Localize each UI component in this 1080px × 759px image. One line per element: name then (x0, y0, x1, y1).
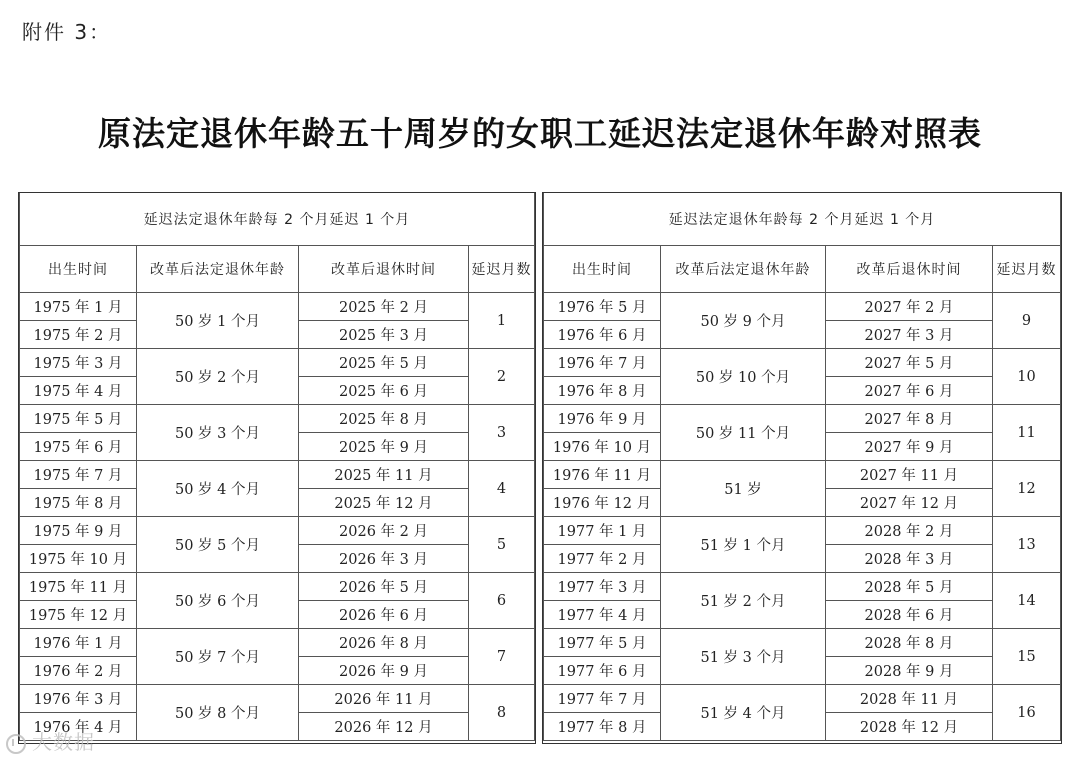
retire-time-cell: 2025 年 2 月 (299, 293, 469, 321)
birth-time-cell: 1976 年 12 月 (544, 489, 661, 517)
retire-time-cell: 2026 年 8 月 (299, 629, 469, 657)
retire-age-cell: 50 岁 11 个月 (661, 405, 826, 461)
col-retire-time: 改革后退休时间 (826, 246, 993, 293)
retire-age-cell: 51 岁 1 个月 (661, 517, 826, 573)
delay-months-cell: 8 (469, 685, 535, 741)
birth-time-cell: 1975 年 6 月 (20, 433, 137, 461)
table-row (544, 349, 1061, 377)
retire-time-cell: 2026 年 12 月 (299, 713, 469, 741)
retire-age-cell: 50 岁 6 个月 (137, 573, 299, 629)
col-retire-age: 改革后法定退休年龄 (661, 246, 826, 293)
retire-age-cell: 50 岁 3 个月 (137, 405, 299, 461)
retire-time-cell: 2028 年 3 月 (826, 545, 993, 573)
retire-age-cell: 50 岁 5 个月 (137, 517, 299, 573)
birth-time-cell: 1977 年 5 月 (544, 629, 661, 657)
delay-months-cell: 16 (993, 685, 1061, 741)
retire-time-cell: 2025 年 8 月 (299, 405, 469, 433)
retire-time-cell: 2026 年 11 月 (299, 685, 469, 713)
retire-time-cell: 2025 年 6 月 (299, 377, 469, 405)
table-row (20, 349, 535, 377)
delay-months-cell: 9 (993, 293, 1061, 349)
watermark (6, 726, 95, 755)
birth-time-cell: 1975 年 12 月 (20, 601, 137, 629)
delay-months-cell: 3 (469, 405, 535, 461)
birth-time-cell: 1976 年 1 月 (20, 629, 137, 657)
retire-age-cell: 51 岁 3 个月 (661, 629, 826, 685)
retire-time-cell: 2027 年 9 月 (826, 433, 993, 461)
birth-time-cell: 1977 年 3 月 (544, 573, 661, 601)
retire-time-cell: 2025 年 11 月 (299, 461, 469, 489)
delay-months-cell: 6 (469, 573, 535, 629)
watermark-logo-icon (6, 734, 26, 754)
watermark-text: 大数据 (32, 730, 95, 754)
retire-time-cell: 2028 年 5 月 (826, 573, 993, 601)
retire-time-cell: 2028 年 9 月 (826, 657, 993, 685)
table-row (544, 517, 1061, 545)
delay-months-cell: 13 (993, 517, 1061, 573)
retire-time-cell: 2026 年 6 月 (299, 601, 469, 629)
delay-months-cell: 15 (993, 629, 1061, 685)
table-row (544, 685, 1061, 713)
table-row (544, 405, 1061, 433)
retire-age-cell: 50 岁 9 个月 (661, 293, 826, 349)
retire-time-cell: 2027 年 11 月 (826, 461, 993, 489)
column-header-row (544, 246, 1061, 293)
retire-time-cell: 2026 年 3 月 (299, 545, 469, 573)
retire-time-cell: 2028 年 2 月 (826, 517, 993, 545)
birth-time-cell: 1975 年 10 月 (20, 545, 137, 573)
retire-age-cell: 50 岁 8 个月 (137, 685, 299, 741)
birth-time-cell: 1975 年 4 月 (20, 377, 137, 405)
retire-time-cell: 2027 年 12 月 (826, 489, 993, 517)
birth-time-cell: 1976 年 2 月 (20, 657, 137, 685)
retire-time-cell: 2026 年 2 月 (299, 517, 469, 545)
retire-age-cell: 51 岁 (661, 461, 826, 517)
birth-time-cell: 1976 年 6 月 (544, 321, 661, 349)
table-header-row (20, 193, 535, 246)
table-row (544, 629, 1061, 657)
birth-time-cell: 1977 年 8 月 (544, 713, 661, 741)
birth-time-cell: 1976 年 3 月 (20, 685, 137, 713)
retire-time-cell: 2025 年 9 月 (299, 433, 469, 461)
comparison-table-container (18, 192, 1062, 744)
table-row (20, 685, 535, 713)
col-birth-time: 出生时间 (544, 246, 661, 293)
retire-time-cell: 2026 年 9 月 (299, 657, 469, 685)
col-delay-months: 延迟月数 (993, 246, 1061, 293)
birth-time-cell: 1976 年 11 月 (544, 461, 661, 489)
retire-age-cell: 51 岁 4 个月 (661, 685, 826, 741)
table-row (20, 517, 535, 545)
retire-age-cell: 51 岁 2 个月 (661, 573, 826, 629)
retire-time-cell: 2027 年 5 月 (826, 349, 993, 377)
birth-time-cell: 1976 年 5 月 (544, 293, 661, 321)
right-table-panel (542, 192, 1062, 744)
birth-time-cell: 1977 年 2 月 (544, 545, 661, 573)
table-header: 延迟法定退休年龄每 2 个月延迟 1 个月 (20, 193, 535, 246)
table-row (544, 293, 1061, 321)
birth-time-cell: 1977 年 4 月 (544, 601, 661, 629)
retire-time-cell: 2025 年 5 月 (299, 349, 469, 377)
table-header-row (544, 193, 1061, 246)
retire-time-cell: 2026 年 5 月 (299, 573, 469, 601)
right-table (543, 193, 1061, 741)
birth-time-cell: 1975 年 5 月 (20, 405, 137, 433)
retire-age-cell: 50 岁 7 个月 (137, 629, 299, 685)
birth-time-cell: 1976 年 4 月 (20, 713, 137, 741)
birth-time-cell: 1975 年 11 月 (20, 573, 137, 601)
retire-time-cell: 2027 年 3 月 (826, 321, 993, 349)
left-table (19, 193, 535, 741)
birth-time-cell: 1976 年 8 月 (544, 377, 661, 405)
table-row (544, 461, 1061, 489)
delay-months-cell: 4 (469, 461, 535, 517)
retire-time-cell: 2027 年 8 月 (826, 405, 993, 433)
col-retire-age: 改革后法定退休年龄 (137, 246, 299, 293)
delay-months-cell: 5 (469, 517, 535, 573)
delay-months-cell: 14 (993, 573, 1061, 629)
birth-time-cell: 1976 年 7 月 (544, 349, 661, 377)
birth-time-cell: 1977 年 6 月 (544, 657, 661, 685)
page-title: 原法定退休年龄五十周岁的女职工延迟法定退休年龄对照表 (98, 114, 982, 153)
retire-time-cell: 2025 年 3 月 (299, 321, 469, 349)
retire-age-cell: 50 岁 1 个月 (137, 293, 299, 349)
delay-months-cell: 2 (469, 349, 535, 405)
birth-time-cell: 1975 年 1 月 (20, 293, 137, 321)
birth-time-cell: 1976 年 10 月 (544, 433, 661, 461)
retire-time-cell: 2028 年 11 月 (826, 685, 993, 713)
table-row (20, 573, 535, 601)
delay-months-cell: 7 (469, 629, 535, 685)
left-table-panel (18, 192, 536, 744)
table-row (20, 293, 535, 321)
birth-time-cell: 1975 年 8 月 (20, 489, 137, 517)
retire-age-cell: 50 岁 10 个月 (661, 349, 826, 405)
col-retire-time: 改革后退休时间 (299, 246, 469, 293)
table-row (544, 573, 1061, 601)
birth-time-cell: 1977 年 7 月 (544, 685, 661, 713)
col-birth-time: 出生时间 (20, 246, 137, 293)
retire-time-cell: 2028 年 6 月 (826, 601, 993, 629)
table-row (20, 461, 535, 489)
delay-months-cell: 10 (993, 349, 1061, 405)
retire-age-cell: 50 岁 4 个月 (137, 461, 299, 517)
table-row (20, 405, 535, 433)
birth-time-cell: 1975 年 7 月 (20, 461, 137, 489)
birth-time-cell: 1975 年 9 月 (20, 517, 137, 545)
retire-time-cell: 2025 年 12 月 (299, 489, 469, 517)
attachment-label: 附件 3： (22, 20, 112, 44)
table-row (20, 629, 535, 657)
birth-time-cell: 1975 年 2 月 (20, 321, 137, 349)
birth-time-cell: 1977 年 1 月 (544, 517, 661, 545)
retire-time-cell: 2027 年 6 月 (826, 377, 993, 405)
delay-months-cell: 1 (469, 293, 535, 349)
retire-time-cell: 2028 年 8 月 (826, 629, 993, 657)
retire-time-cell: 2027 年 2 月 (826, 293, 993, 321)
column-header-row (20, 246, 535, 293)
delay-months-cell: 11 (993, 405, 1061, 461)
retire-time-cell: 2028 年 12 月 (826, 713, 993, 741)
table-header: 延迟法定退休年龄每 2 个月延迟 1 个月 (544, 193, 1061, 246)
col-delay-months: 延迟月数 (469, 246, 535, 293)
retire-age-cell: 50 岁 2 个月 (137, 349, 299, 405)
birth-time-cell: 1976 年 9 月 (544, 405, 661, 433)
birth-time-cell: 1975 年 3 月 (20, 349, 137, 377)
delay-months-cell: 12 (993, 461, 1061, 517)
